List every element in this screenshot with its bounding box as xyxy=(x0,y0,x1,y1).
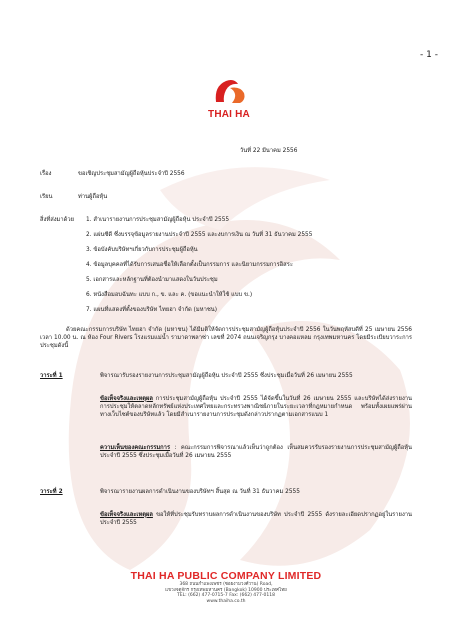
agenda-1-title: พิจารณารับรองรายงานการประชุมสามัญผู้ถือหุ้น ประจำปี 2555 ซึ่งประชุมเมื่อวันที่ 26 เมษายน 2555 xyxy=(100,373,353,379)
facts-text: ขอให้ที่ประชุมรับทราบผลการดำเนินงานของบริษัท ประจำปี 2555 ดังรายละเอียดปรากฏอยู่ในรายงานประจำปี 2555 xyxy=(100,512,412,526)
opinion-text: : คณะกรรมการพิจารณาแล้วเห็นว่าถูกต้อง เห็นสมควรรับรองรายงานการประชุมสามัญผู้ถือหุ้น ประจำปี 2555 ซึ่งประชุมเมื่อวันที่ 26 เมษายน 2555 xyxy=(100,445,412,459)
facts-heading: ข้อเท็จจริงและเหตุผล xyxy=(100,396,153,402)
footer-address-line: แขวงจตุจักร กรุงเทพมหานคร (Bangkok) 10900 ประเทศไทย xyxy=(165,587,287,593)
letter-date: วันที่ 22 มีนาคม 2556 xyxy=(240,148,298,154)
agenda-2-title: พิจารณารายงานผลการดำเนินงานของบริษัทฯ สิ้นสุด ณ วันที่ 31 ธันวาคม 2555 xyxy=(100,489,300,495)
facts-text: การประชุมสามัญผู้ถือหุ้น ประจำปี 2555 ได้จัดขึ้นในวันที่ 26 เมษายน 2555 และบริษัทได้ส่งรายงานการประชุมให้ตลาดหลักทรัพย์แห่งประเทศไทยและกระทรวงพาณิชย์ภายในระยะเวลาที่กฎหมายกำหนด พร้อมทั้งเผยแพร่ผ่านทางเว็บไซต์ของบริษัทแล้ว โดยมีสำเนารายงานการประชุมดังกล่าวปรากฏตามเอกสารแนบ 1 xyxy=(100,396,412,418)
enclosure-item: 6. หนังสือมอบฉันทะ แบบ ก., ข. และ ค. (ขอแนะนำให้ใช้ แบบ ข.) xyxy=(86,292,253,298)
agenda-1-label: วาระที่ 1 xyxy=(40,373,63,379)
subject-value: ขอเชิญประชุมสามัญผู้ถือหุ้นประจำปี 2556 xyxy=(78,171,185,177)
agenda-2-facts xyxy=(100,511,412,527)
page-number: - 1 - xyxy=(420,50,438,60)
logo-text: THAI HA xyxy=(208,109,250,120)
opinion-heading: ความเห็นของคณะกรรมการ xyxy=(100,445,171,451)
subject-label: เรื่อง xyxy=(40,171,52,177)
thai-ha-logo-mark-icon xyxy=(208,78,250,104)
enclosure-item: 2. แผ่นซีดี ซึ่งบรรจุข้อมูลรายงานประจำปี 2555 และงบการเงิน ณ วันที่ 31 ธันวาคม 2555 xyxy=(86,232,313,238)
letterhead-footer xyxy=(0,570,452,604)
enclosures-label: สิ่งที่ส่งมาด้วย xyxy=(40,217,75,223)
recipient-value: ท่านผู้ถือหุ้น xyxy=(78,194,108,200)
facts-heading: ข้อเท็จจริงและเหตุผล xyxy=(100,512,153,518)
enclosure-item: 5. เอกสารและหลักฐานที่ต้องนำมาแสดงในวันประชุม xyxy=(86,277,218,283)
footer-contact-line: TEL: (662) 477-0715-7 Fax: (662) 477-0118 xyxy=(177,593,275,599)
enclosure-item: 1. สำเนารายงานการประชุมสามัญผู้ถือหุ้น ประจำปี 2555 xyxy=(86,217,230,223)
footer-company-name: THAI HA PUBLIC COMPANY LIMITED xyxy=(130,570,322,582)
recipient-label: เรียน xyxy=(40,194,53,200)
intro-paragraph: ด้วยคณะกรรมการบริษัท ไทยฮา จำกัด (มหาชน) ได้มีมติให้จัดการประชุมสามัญผู้ถือหุ้นประจำปี 2556 ในวันพฤหัสบดีที่ 25 เมษายน 2556 เวลา 10.00 น. ณ ห้อง Four Rivers โรงแรมแม่น้ำ รามาดาพลาซ่า เลขที่ 2074 ถนนเจริญกรุง บางคอแหลม กรุงเทพมหานคร โดยมีระเบียบวาระการประชุมดังนี้ xyxy=(40,327,412,349)
company-logo xyxy=(189,78,269,120)
agenda-1-opinion xyxy=(100,444,412,460)
agenda-2-label: วาระที่ 2 xyxy=(40,489,63,495)
enclosure-item: 3. ข้อบังคับบริษัทฯเกี่ยวกับการประชุมผู้ถือหุ้น xyxy=(86,247,198,253)
enclosure-item: 4. ข้อมูลบุคคลที่ได้รับการเสนอชื่อให้เลือกตั้งเป็นกรรมการ และนิยามกรรมการอิสระ xyxy=(86,262,293,268)
footer-address-line: 368 ถนนกำแพงเพชร (ซอยงามวงศ์วาน) Road, xyxy=(179,582,273,587)
footer-website: www.thaiha.co.th xyxy=(206,598,246,604)
agenda-1-facts xyxy=(100,395,412,419)
enclosure-item: 7. แผนที่แสดงที่ตั้งของบริษัท ไทยฮา จำกัด (มหาชน) xyxy=(86,307,217,313)
